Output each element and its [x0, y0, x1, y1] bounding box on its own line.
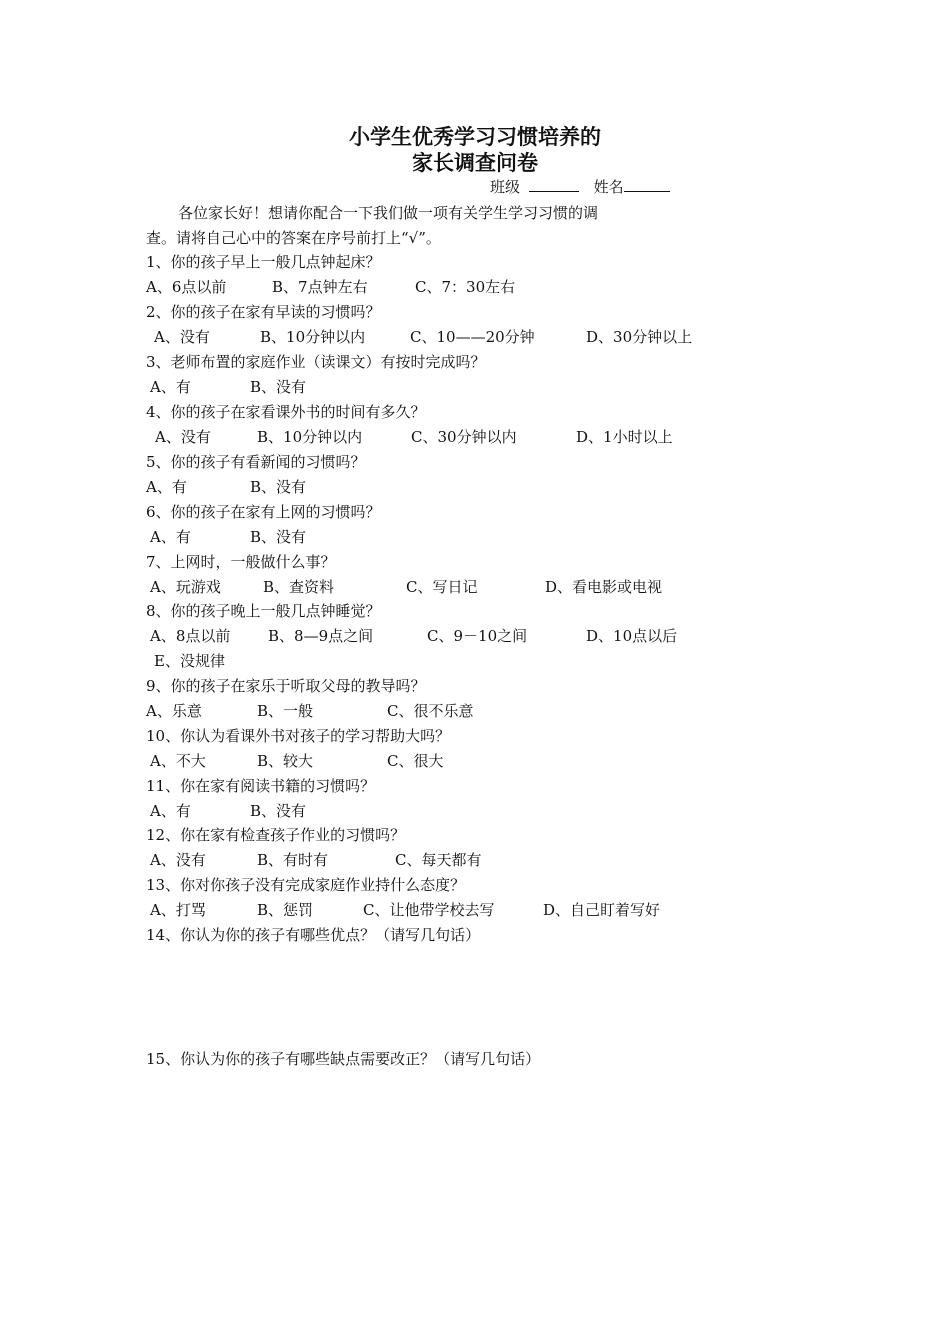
question-5: 5、你的孩子有看新闻的习惯吗？: [146, 453, 366, 471]
q7-option-c[interactable]: C、写日记: [406, 578, 478, 596]
question-4: 4、你的孩子在家看课外书的时间有多久？: [146, 403, 426, 421]
q2-option-d[interactable]: D、30分钟以上: [586, 328, 693, 346]
question-13: 13、你对你孩子没有完成家庭作业持什么态度？: [146, 876, 466, 894]
intro-line2: 查。请将自己心中的答案在序号前打上“√”。: [146, 229, 441, 247]
q11-option-b[interactable]: B、没有: [250, 802, 307, 820]
question-6: 6、你的孩子在家有上网的习惯吗？: [146, 503, 381, 521]
question-9: 9、你的孩子在家乐于听取父母的教导吗？: [146, 677, 426, 695]
q9-option-a[interactable]: A、乐意: [146, 702, 202, 720]
q9-option-b[interactable]: B、一般: [257, 702, 314, 720]
question-7: 7、上网时，一般做什么事？: [146, 553, 336, 571]
q4-option-a[interactable]: A、没有: [155, 428, 211, 446]
question-15: 15、你认为你的孩子有哪些缺点需要改正？（请写几句话）: [146, 1050, 541, 1068]
student-info-line: [490, 176, 670, 197]
q12-option-b[interactable]: B、有时有: [257, 851, 329, 869]
question-11: 11、你在家有阅读书籍的习惯吗？: [146, 777, 376, 795]
q13-option-a[interactable]: A、打骂: [150, 901, 206, 919]
question-12: 12、你在家有检查孩子作业的习惯吗？: [146, 826, 406, 844]
q8-option-a[interactable]: A、8点以前: [150, 627, 231, 645]
q10-option-b[interactable]: B、较大: [257, 752, 314, 770]
question-8: 8、你的孩子晚上一般几点钟睡觉？: [146, 602, 381, 620]
q5-option-b[interactable]: B、没有: [250, 478, 307, 496]
q7-option-a[interactable]: A、玩游戏: [150, 578, 221, 596]
q2-option-a[interactable]: A、没有: [154, 328, 210, 346]
q4-option-b[interactable]: B、10分钟以内: [257, 428, 363, 446]
q13-option-b[interactable]: B、惩罚: [257, 901, 314, 919]
q6-option-a[interactable]: A、有: [150, 528, 191, 546]
q11-option-a[interactable]: A、有: [150, 802, 191, 820]
q8-option-b[interactable]: B、8—9点之间: [268, 627, 374, 645]
q1-option-c[interactable]: C、7：30左右: [415, 278, 516, 296]
class-blank[interactable]: [529, 176, 579, 192]
q7-option-d[interactable]: D、看电影或电视: [545, 578, 663, 596]
q8-option-e[interactable]: E、没规律: [154, 652, 225, 670]
q12-option-c[interactable]: C、每天都有: [395, 851, 482, 869]
q8-option-d[interactable]: D、10点以后: [586, 627, 678, 645]
intro-line1: 各位家长好！想请你配合一下我们做一项有关学生学习习惯的调: [178, 204, 599, 222]
document-title-line2: 家长调查问卷: [412, 150, 538, 175]
q12-option-a[interactable]: A、没有: [150, 851, 206, 869]
question-10: 10、你认为看课外书对孩子的学习帮助大吗？: [146, 727, 451, 745]
q10-option-a[interactable]: A、不大: [150, 752, 206, 770]
q5-option-a[interactable]: A、有: [146, 478, 187, 496]
q8-option-c[interactable]: C、9－10之间: [427, 627, 528, 645]
q4-option-c[interactable]: C、30分钟以内: [411, 428, 517, 446]
question-1: 1、你的孩子早上一般几点钟起床？: [146, 253, 381, 271]
document-title-line1: 小学生优秀学习习惯培养的: [349, 124, 601, 149]
q1-option-a[interactable]: A、6点以前: [146, 278, 227, 296]
q2-option-b[interactable]: B、10分钟以内: [260, 328, 366, 346]
question-3: 3、老师布置的家庭作业（读课文）有按时完成吗？: [146, 353, 486, 371]
name-label: 姓名: [593, 178, 624, 196]
name-blank[interactable]: [624, 176, 670, 192]
q7-option-b[interactable]: B、查资料: [263, 578, 335, 596]
question-14: 14、你认为你的孩子有哪些优点？（请写几句话）: [146, 926, 481, 944]
question-2: 2、你的孩子在家有早读的习惯吗？: [146, 303, 381, 321]
q10-option-c[interactable]: C、很大: [387, 752, 444, 770]
q13-option-d[interactable]: D、自己盯着写好: [543, 901, 661, 919]
q13-option-c[interactable]: C、让他带学校去写: [363, 901, 495, 919]
q9-option-c[interactable]: C、很不乐意: [387, 702, 474, 720]
q2-option-c[interactable]: C、10——20分钟: [410, 328, 535, 346]
q6-option-b[interactable]: B、没有: [250, 528, 307, 546]
class-label: 班级: [490, 178, 521, 196]
q1-option-b[interactable]: B、7点钟左右: [272, 278, 368, 296]
q3-option-b[interactable]: B、没有: [250, 378, 307, 396]
q4-option-d[interactable]: D、1小时以上: [576, 428, 673, 446]
q3-option-a[interactable]: A、有: [150, 378, 191, 396]
